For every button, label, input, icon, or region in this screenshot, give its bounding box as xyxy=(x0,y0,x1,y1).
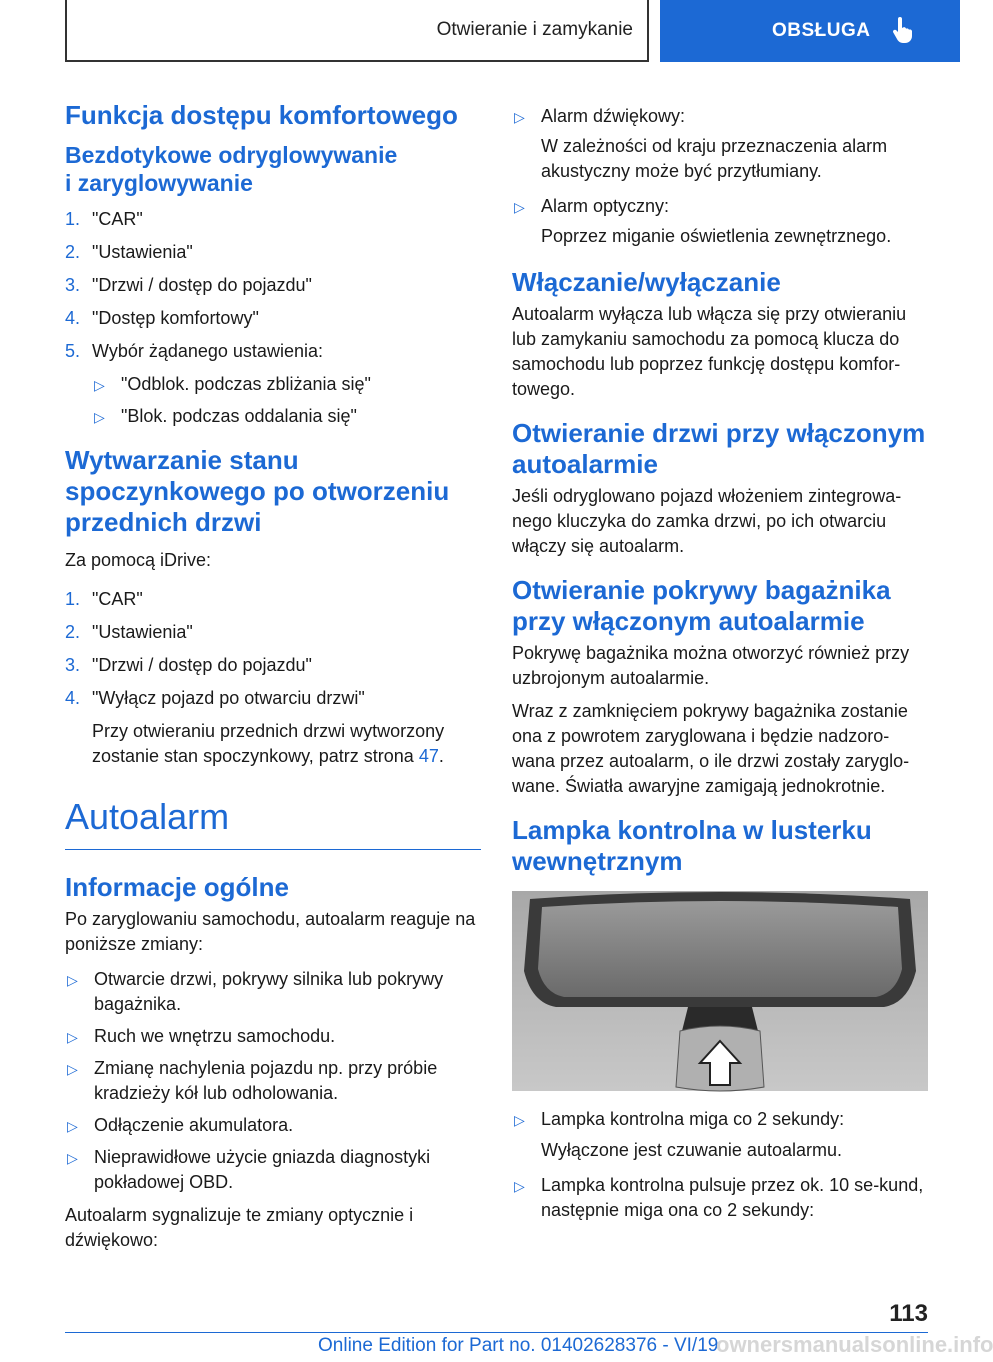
list-item: ▷ Alarm optyczny: xyxy=(512,194,928,219)
list-item: ▷ "Blok. podczas oddalania się" xyxy=(92,404,481,429)
list-item: ▷ Zmianę nachylenia pojazdu np. przy próbie kradzieży kół lub odholowania. xyxy=(67,1058,438,1103)
triangle-right-icon: ▷ xyxy=(67,1061,78,1077)
alarm-types-list-2 xyxy=(512,194,928,219)
triangle-right-icon: ▷ xyxy=(67,1150,78,1166)
page-link[interactable]: 47 xyxy=(418,746,439,766)
header-tab-label: OBSŁUGA xyxy=(772,20,871,41)
heading-onoff: Włączanie/wyłączanie xyxy=(512,267,781,297)
lamp-list xyxy=(512,1107,928,1132)
list-item: 1. "CAR" xyxy=(65,209,143,229)
lamp-list-2 xyxy=(512,1173,928,1223)
header-section-title: Otwieranie i zamykanie xyxy=(436,19,633,40)
left-column xyxy=(65,100,481,1261)
list-item: ▷ Odłączenie akumulatora. xyxy=(65,1113,481,1138)
triangle-right-icon: ▷ xyxy=(94,377,105,393)
list-item: 3. "Drzwi / dostęp do pojazdu" xyxy=(65,275,312,295)
doors-text: Jeśli odryglowano pojazd włożeniem zintegrowa-nego kluczyka do zamka drzwi, po ich otwarciu włączy się autoalarm. xyxy=(512,486,902,556)
general-intro: Po zaryglowaniu samochodu, autoalarm reaguje na poniższe zmiany: xyxy=(65,909,476,954)
heading-standby: Wytwarzanie stanu spoczynkowego po otworzeniu przednich drzwi xyxy=(65,445,450,537)
list-item: 2. "Ustawienia" xyxy=(65,622,193,642)
list-item: ▷ Lampka kontrolna pulsuje przez ok. 10 se-kund, następnie miga ona co 2 sekundy: xyxy=(514,1175,924,1220)
triangle-right-icon: ▷ xyxy=(94,409,105,425)
mirror-image xyxy=(512,891,928,1091)
hand-pointer-icon xyxy=(891,17,915,45)
triangle-right-icon: ▷ xyxy=(514,1178,525,1194)
triangle-right-icon: ▷ xyxy=(514,109,525,125)
list-item: ▷ Nieprawidłowe użycie gniazda diagnostyki pokładowej OBD. xyxy=(67,1147,431,1192)
trunk-text-1: Pokrywę bagażnika można otworzyć również przy uzbrojonym autoalarmie. xyxy=(512,643,910,688)
list-item: ▷ Ruch we wnętrzu samochodu. xyxy=(65,1024,481,1049)
watermark: ownersmanualsonline.info xyxy=(716,1332,993,1357)
optical-note: Poprzez miganie oświetlenia zewnętrznego. xyxy=(541,226,892,246)
page-number: 113 xyxy=(889,1300,928,1327)
onoff-text: Autoalarm wyłącza lub włącza się przy otwieraniu lub zamykaniu samochodu za pomocą klucza do samochodu lub poprzez funkcję dostępu komfor-towego. xyxy=(512,304,907,399)
lamp-note-1: Wyłączone jest czuwanie autoalarmu. xyxy=(541,1140,842,1160)
mirror-illustration xyxy=(512,891,928,1091)
header-tab-operation[interactable] xyxy=(660,0,960,62)
heading-general: Informacje ogólne xyxy=(65,872,289,902)
standby-note: Przy otwieraniu przednich drzwi wytworzony zostanie stan spoczynkowy, patrz strona 47. xyxy=(92,721,445,766)
list-item: 2. "Ustawienia" xyxy=(65,242,193,262)
header-section-box xyxy=(65,0,649,62)
right-column xyxy=(512,104,928,1231)
heading-alarm: Autoalarm xyxy=(65,796,230,837)
list-item: ▷ Alarm dźwiękowy: xyxy=(512,104,928,129)
triangle-right-icon: ▷ xyxy=(67,1029,78,1045)
triangle-right-icon: ▷ xyxy=(514,1112,525,1128)
list-item: ▷ "Odblok. podczas zbliżania się" xyxy=(92,372,481,397)
heading-contactless: Bezdotykowe odryglowywanie i zaryglowywanie xyxy=(65,142,398,196)
footer-edition: Online Edition for Part no. 01402628376 - VI/19 xyxy=(318,1335,719,1356)
list-item: ▷ Otwarcie drzwi, pokrywy silnika lub pokrywy bagażnika. xyxy=(67,969,444,1014)
heading-comfort-access: Funkcja dostępu komfortowego xyxy=(65,100,458,130)
signals-text: Autoalarm sygnalizuje te zmiany optycznie i dźwiękowo: xyxy=(65,1205,414,1250)
triangle-right-icon: ▷ xyxy=(67,1118,78,1134)
steps-comfort-sublist xyxy=(92,372,481,429)
acoustic-note: W zależności od kraju przeznaczenia alarm akustyczny może być przytłumiany. xyxy=(541,136,888,181)
heading-trunk: Otwieranie pokrywy bagażnika przy włączonym autoalarmie xyxy=(512,575,891,636)
list-item: 3. "Drzwi / dostęp do pojazdu" xyxy=(65,655,312,675)
heading-rule xyxy=(65,849,481,850)
trunk-text-2: Wraz z zamknięciem pokrywy bagażnika zostanie ona z powrotem zaryglowana i będzie nadzoro-wana przez autoalarm, o ile drzwi zostały zaryglo-wane. Światła awaryjne zamigają jednokrotnie. xyxy=(512,701,910,796)
triangle-right-icon: ▷ xyxy=(67,972,78,988)
list-item: 4. "Wyłącz pojazd po otwarciu drzwi" xyxy=(65,688,365,708)
heading-lamp: Lampka kontrolna w lusterku wewnętrznym xyxy=(512,815,872,876)
changes-list xyxy=(65,967,481,1195)
list-item: ▷ Lampka kontrolna miga co 2 sekundy: xyxy=(512,1107,928,1132)
steps-comfort-list xyxy=(65,207,481,364)
triangle-right-icon: ▷ xyxy=(514,199,525,215)
alarm-types-list xyxy=(512,104,928,129)
list-item: 1. "CAR" xyxy=(65,589,143,609)
steps-standby-list xyxy=(65,587,481,711)
list-item: 5. Wybór żądanego ustawienia: xyxy=(65,341,323,361)
idrive-intro: Za pomocą iDrive: xyxy=(65,550,212,570)
list-item: 4. "Dostęp komfortowy" xyxy=(65,308,259,328)
heading-doors: Otwieranie drzwi przy włączonym autoalarmie xyxy=(512,418,926,479)
